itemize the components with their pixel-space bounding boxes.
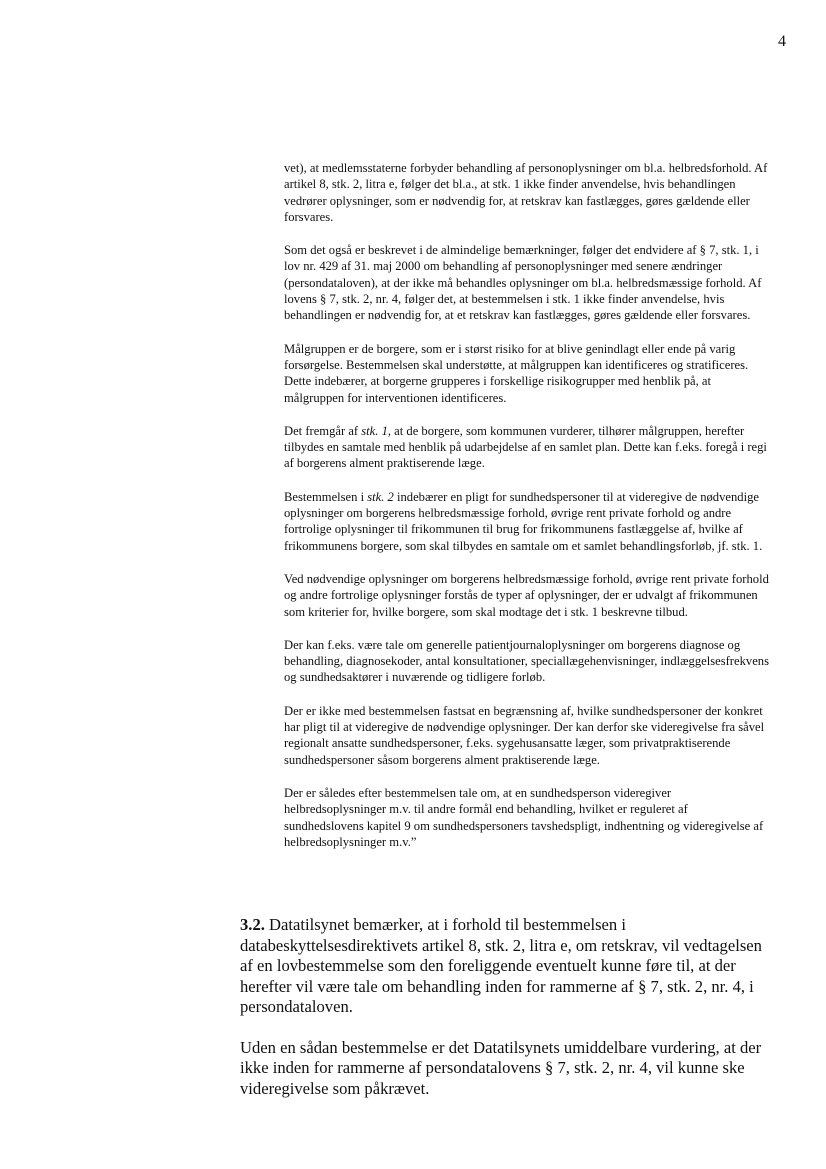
section-paragraph-1	[240, 915, 770, 1018]
section-paragraph-2: Uden en sådan bestemmelse er det Datatilsynets umiddelbare vurdering, at der ikke inden for rammerne af persondatalovens § 7, stk. 2, nr. 4, vil kunne ske videregivelse som påkrævet.	[240, 1037, 762, 1098]
quote-paragraph-7: Der kan f.eks. være tale om generelle patientjournaloplysninger om borgerens diagnose og behandling, diagnosekoder, antal konsultationer, speciallægehenvisninger, indlæggelsesfrekvens og sundhedsaktører i nuværende og tidligere forløb.	[284, 637, 769, 685]
quote-paragraph-5-start: Bestemmelsen i	[284, 489, 368, 504]
quoted-bill-remarks	[284, 160, 770, 850]
quote-paragraph-9: Der er således efter bestemmelsen tale om, at en sundhedsperson videregiver helbredsoplysninger m.v. til andre formål end behandling, hvilket er reguleret af sundhedslovens kapitel 9 om sundhedspersoners tavshedspligt, indhentning og videregivelse af helbredsoplysninger m.v.”	[284, 785, 764, 849]
page-number: 4	[778, 33, 786, 50]
quote-paragraph-4-reference: stk. 1,	[361, 423, 392, 438]
quote-paragraph-8: Der er ikke med bestemmelsen fastsat en begrænsning af, hvilke sundhedspersoner der konkret har pligt til at videregive de nødvendige oplysninger. Der kan derfor ske videregivelse fra såvel regionalt ansatte sundhedspersoner, f.eks. sygehusansatte læger, som privatpraktiserende sundhedspersoner såsom borgerens alment praktiserende læge.	[284, 703, 765, 767]
section-number: 3.2.	[240, 915, 265, 934]
quote-paragraph-6: Ved nødvendige oplysninger om borgerens helbredsmæssige forhold, øvrige rent private forhold og andre fortrolige oplysninger forstås de typer af oplysninger, der er udvalgt af frikommunen som kriterier for, hvilke borgere, som skal modtage det i stk. 1 beskrevne tilbud.	[284, 571, 769, 619]
quote-paragraph-4-start: Det fremgår af	[284, 423, 362, 438]
quote-paragraph-2: Som det også er beskrevet i de almindelige bemærkninger, følger det endvidere af § 7, stk. 1, i lov nr. 429 af 31. maj 2000 om behandling af personoplysninger med senere ændringer (persondataloven), at der ikke må behandles oplysninger om bl.a. helbredsmæssige forhold. Af lovens § 7, stk. 2, nr. 4, følger det, at bestemmelsen i stk. 1 ikke finder anvendelse, hvis behandlingen er nødvendig for, at et retskrav kan fastlægges, gøres gældende eller forsvares.	[284, 243, 762, 323]
quote-paragraph-5-end: indebærer en pligt for sundhedspersoner til at videregive de nødvendige oplysninger om borgerens helbredsmæssige forhold, øvrige rent private forhold og andre fortrolige oplysninger til frikommunen til brug for frikommunens fastlæggelse af, hvilke af frikommunens borgere, som skal tilbydes en samtale om et samlet behandlingsforløb, jf. stk. 1.	[284, 489, 763, 553]
quote-paragraph-5	[284, 489, 770, 554]
quote-paragraph-3: Målgruppen er de borgere, som er i størst risiko for at blive genindlagt eller ende på varig forsørgelse. Bestemmelsen skal understøtte, at målgruppen kan identificeres og stratificeres. Dette indebærer, at borgerne grupperes i forskellige risikogrupper med henblik på, at målgruppen for interventionen identificeres.	[284, 341, 749, 405]
quote-paragraph-1: vet), at medlemsstaterne forbyder behandling af personoplysninger om bl.a. helbredsforhold. Af artikel 8, stk. 2, litra e, følger det bl.a., at stk. 1 ikke finder anvendelse, hvis behandlingen vedrører oplysninger, som er nødvendig for, at retskrav kan fastlægges, gøres gældende eller forsvares.	[284, 161, 768, 224]
section-3-2	[240, 915, 770, 1119]
quote-paragraph-4	[284, 423, 770, 472]
quote-paragraph-4-end: at de borgere, som kommunen vurderer, tilhører målgruppen, herefter tilbydes en samtale med henblik på udarbejdelse af en samlet plan. Dette kan f.eks. foregå i regi af borgerens alment praktiserende læge.	[284, 423, 767, 471]
section-paragraph-1-text: Datatilsynet bemærker, at i forhold til bestemmelsen i databeskyttelsesdirektivets artikel 8, stk. 2, litra e, om retskrav, vil vedtagelsen af en lovbestemmelse som den foreliggende eventuelt kunne føre til, at der herefter vil være tale om behandling inden for rammerne af § 7, stk. 2, nr. 4, i persondataloven.	[240, 915, 762, 1016]
quote-paragraph-5-reference: stk. 2	[367, 489, 394, 504]
